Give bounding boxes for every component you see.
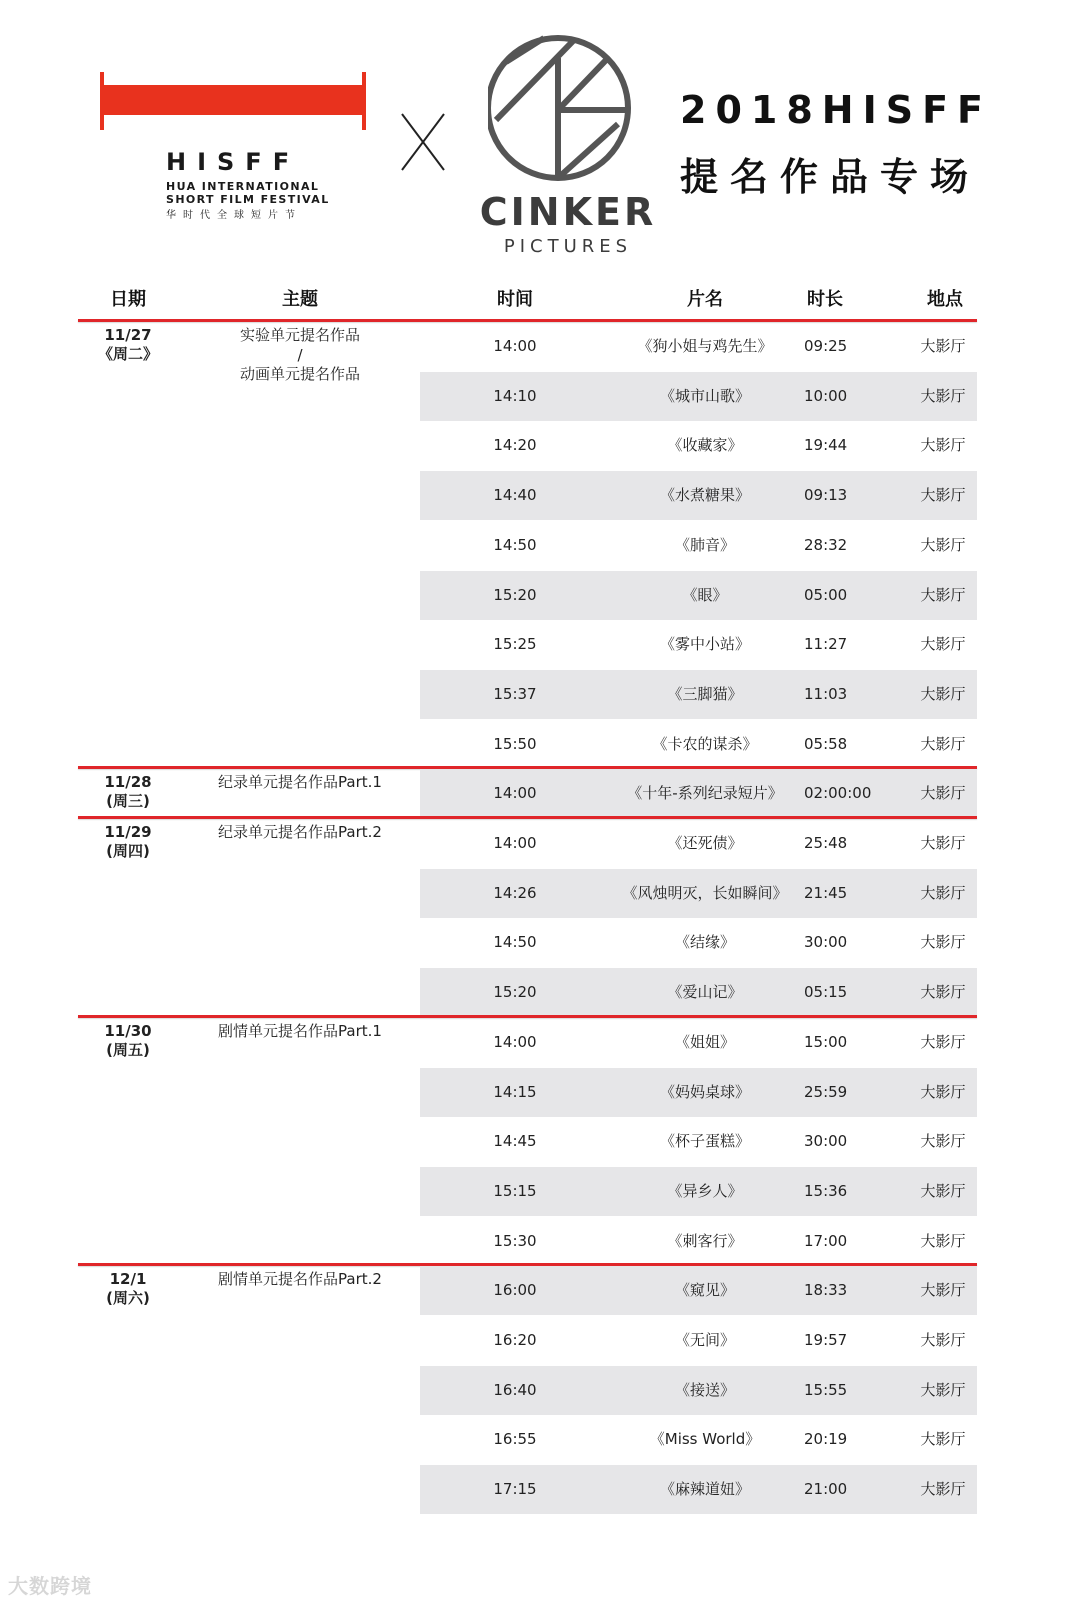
cell-time: 14:40 (493, 486, 537, 505)
cell-duration: 05:00 (804, 585, 848, 604)
date-day: 11/27 (104, 326, 152, 344)
table-row (0, 670, 1080, 719)
cell-venue: 大影厅 (920, 834, 966, 852)
cell-time: 16:20 (493, 1331, 537, 1349)
table-row (0, 521, 1080, 570)
cell-venue: 大影厅 (920, 1430, 966, 1449)
cell-title: 《还死债》 (667, 834, 743, 852)
cell-time: 14:26 (493, 883, 537, 902)
cell-time: 15:25 (493, 635, 537, 654)
table-row (0, 471, 1080, 520)
cell-title: 《异乡人》 (667, 1181, 743, 1200)
cell-title: 《十年-系列纪录短片》 (627, 784, 783, 803)
cell-title: 《无间》 (674, 1331, 735, 1349)
cell-venue: 大影厅 (920, 386, 966, 405)
cell-venue: 大影厅 (920, 1331, 966, 1349)
cell-title: 《水煮糖果》 (659, 486, 750, 505)
table-row (0, 869, 1080, 918)
cell-time: 16:40 (493, 1380, 537, 1399)
column-header-title: 片名 (687, 289, 723, 310)
cell-duration: 10:00 (804, 386, 848, 405)
table-row (0, 968, 1080, 1017)
column-header-time: 时间 (497, 289, 533, 310)
cell-title: 《眼》 (682, 585, 728, 604)
table-row (0, 1366, 1080, 1415)
cell-duration: 02:00:00 (804, 784, 872, 803)
date-day: 11/30 (104, 1021, 152, 1040)
column-header-venue: 地点 (927, 289, 963, 310)
cell-title: 《雾中小站》 (659, 635, 750, 654)
table-row (0, 1415, 1080, 1464)
cell-duration: 28:32 (804, 535, 848, 554)
table-row (0, 372, 1080, 421)
cell-venue: 大影厅 (920, 784, 966, 803)
cell-venue: 大影厅 (920, 535, 966, 554)
table-row (0, 720, 1080, 769)
cell-duration: 18:33 (804, 1281, 848, 1300)
cell-title: 《姐姐》 (674, 1032, 735, 1051)
cell-time: 14:20 (493, 436, 537, 455)
cell-venue: 大影厅 (920, 337, 966, 355)
cell-duration: 11:27 (804, 635, 848, 654)
page-subtitle: 提名作品专场 (680, 155, 981, 199)
hisff-logo-subtitle-1: HUA INTERNATIONAL (166, 180, 320, 193)
cell-venue: 大影厅 (920, 734, 966, 753)
theme-line: 剧情单元提名作品Part.2 (218, 1270, 382, 1289)
cell-time: 15:20 (493, 585, 537, 604)
cell-time: 15:30 (493, 1231, 537, 1250)
cell-title: 《收藏家》 (667, 436, 743, 455)
cell-time: 14:50 (493, 933, 537, 952)
table-row (0, 1167, 1080, 1216)
cell-title: 《狗小姐与鸡先生》 (637, 337, 773, 355)
cell-time: 14:45 (493, 1132, 537, 1151)
cell-duration: 05:15 (804, 983, 848, 1002)
date-day: 11/28 (104, 773, 152, 792)
cell-duration: 09:25 (804, 337, 848, 355)
cell-duration: 21:00 (804, 1480, 848, 1499)
cell-venue: 大影厅 (920, 1181, 966, 1200)
cell-duration: 05:58 (804, 734, 848, 753)
cell-duration: 30:00 (804, 933, 848, 952)
cell-venue: 大影厅 (920, 1132, 966, 1151)
table-row (0, 1018, 1080, 1067)
hisff-logo-subtitle-2: SHORT FILM FESTIVAL (166, 193, 330, 206)
table-row (0, 322, 1080, 371)
cell-time: 17:15 (493, 1480, 537, 1499)
cell-duration: 30:00 (804, 1132, 848, 1151)
cell-title: 《城市山歌》 (659, 386, 750, 405)
cell-duration: 17:00 (804, 1231, 848, 1250)
cell-venue: 大影厅 (920, 635, 966, 654)
table-row (0, 819, 1080, 868)
date-weekday: 《周二》 (97, 345, 158, 363)
cell-venue: 大影厅 (920, 1480, 966, 1499)
table-row (0, 1465, 1080, 1514)
date-day: 11/29 (104, 823, 152, 841)
cell-time: 14:00 (493, 337, 537, 355)
cell-venue: 大影厅 (920, 486, 966, 505)
date-day: 12/1 (109, 1270, 147, 1289)
cell-time: 14:00 (493, 834, 537, 852)
table-row (0, 571, 1080, 620)
cell-title: 《三脚猫》 (667, 684, 743, 703)
cell-venue: 大影厅 (920, 883, 966, 902)
cell-duration: 15:00 (804, 1032, 848, 1051)
cell-venue: 大影厅 (920, 436, 966, 455)
theme-line: 实验单元提名作品 (239, 326, 360, 344)
cell-time: 14:15 (493, 1082, 537, 1101)
table-row (0, 769, 1080, 818)
cell-duration: 19:44 (804, 436, 848, 455)
cell-duration: 25:48 (804, 834, 848, 852)
cell-time: 16:00 (493, 1281, 537, 1300)
cell-time: 15:37 (493, 684, 537, 703)
column-header-theme: 主题 (282, 289, 318, 310)
cinker-logo-name: CINKER (479, 190, 657, 234)
cell-time: 14:10 (493, 386, 537, 405)
page-title: 2018HISFF (680, 88, 992, 132)
cell-duration: 09:13 (804, 486, 848, 505)
cell-title: 《结缘》 (674, 933, 735, 952)
table-row (0, 918, 1080, 967)
table-row (0, 1117, 1080, 1166)
cell-time: 15:50 (493, 734, 537, 753)
cell-venue: 大影厅 (920, 933, 966, 952)
cell-venue: 大影厅 (920, 684, 966, 703)
date-weekday: (周六) (106, 1289, 150, 1308)
cell-time: 15:15 (493, 1181, 537, 1200)
table-row (0, 620, 1080, 669)
theme-line: 纪录单元提名作品Part.2 (218, 823, 382, 841)
cell-venue: 大影厅 (920, 1032, 966, 1051)
cell-title: 《刺客行》 (667, 1231, 743, 1250)
cell-duration: 25:59 (804, 1082, 848, 1101)
theme-line: 剧情单元提名作品Part.1 (218, 1021, 382, 1040)
cell-time: 16:55 (493, 1430, 537, 1449)
cell-venue: 大影厅 (920, 585, 966, 604)
theme-line: 纪录单元提名作品Part.1 (218, 773, 382, 792)
hisff-logo-name: HISFF (166, 148, 301, 176)
cell-time: 14:50 (493, 535, 537, 554)
cell-venue: 大影厅 (920, 1380, 966, 1399)
cell-time: 15:20 (493, 983, 537, 1002)
table-row (0, 1316, 1080, 1365)
cell-title: 《麻辣道妞》 (659, 1480, 750, 1499)
table-row (0, 1068, 1080, 1117)
cell-venue: 大影厅 (920, 1231, 966, 1250)
cell-title: 《卡农的谋杀》 (652, 734, 758, 753)
date-weekday: (周五) (106, 1040, 150, 1059)
cell-title: 《杯子蛋糕》 (659, 1132, 750, 1151)
cell-title: 《爱山记》 (667, 983, 743, 1002)
column-header-date: 日期 (110, 289, 146, 310)
cell-duration: 15:55 (804, 1380, 848, 1399)
cell-title: 《接送》 (674, 1380, 735, 1399)
cell-title: 《风烛明灭，长如瞬间》 (622, 883, 788, 902)
cell-venue: 大影厅 (920, 983, 966, 1002)
cell-duration: 15:36 (804, 1181, 848, 1200)
table-row (0, 421, 1080, 470)
cell-title: 《妈妈桌球》 (659, 1082, 750, 1101)
cell-duration: 11:03 (804, 684, 848, 703)
cell-title: 《肺音》 (674, 535, 735, 554)
table-row (0, 1266, 1080, 1315)
cell-title: 《Miss World》 (649, 1430, 761, 1449)
theme-line: 动画单元提名作品 (239, 365, 360, 383)
cell-duration: 19:57 (804, 1331, 848, 1349)
date-weekday: (周四) (106, 842, 150, 860)
cell-venue: 大影厅 (920, 1281, 966, 1300)
cell-time: 14:00 (493, 1032, 537, 1051)
cell-time: 14:00 (493, 784, 537, 803)
cell-title: 《窥见》 (674, 1281, 735, 1300)
date-weekday: (周三) (106, 792, 150, 811)
watermark: 大数跨境 (8, 1574, 92, 1598)
cell-duration: 20:19 (804, 1430, 848, 1449)
cell-duration: 21:45 (804, 883, 848, 902)
hisff-logo-subtitle-3: 华时代全球短片节 (166, 210, 302, 221)
theme-line: / (297, 345, 303, 364)
column-header-duration: 时长 (807, 289, 843, 310)
cinker-logo-subtitle: PICTURES (503, 236, 633, 257)
table-row (0, 1217, 1080, 1266)
cell-venue: 大影厅 (920, 1082, 966, 1101)
